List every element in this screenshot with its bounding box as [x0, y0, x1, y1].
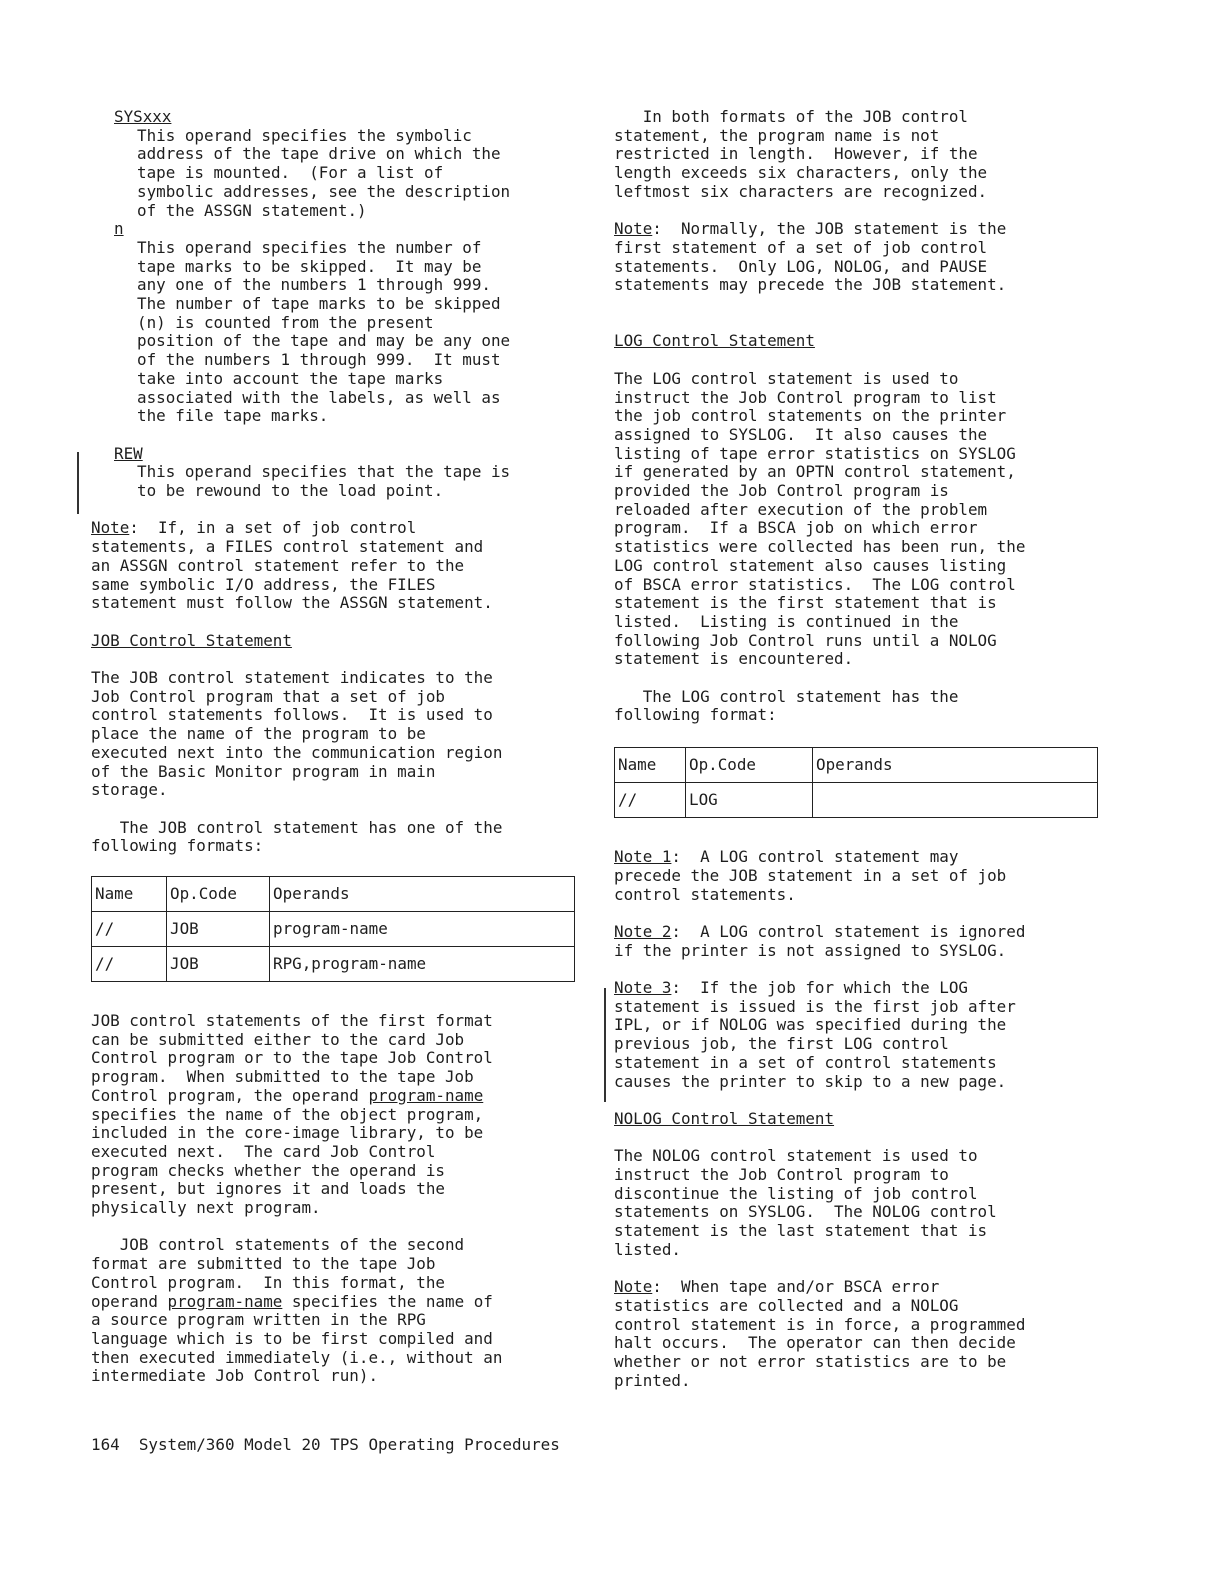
table-row — [92, 947, 575, 982]
text-line: control statements. — [614, 884, 796, 904]
text-line: following formats: — [91, 836, 264, 856]
table-header-cell: Name — [615, 748, 686, 783]
text-line: : A LOG control statement is ignored — [671, 921, 1026, 941]
text-line: same symbolic I/O address, the FILES — [91, 574, 436, 594]
text-line: program. If a BSCA job on which error — [614, 518, 978, 538]
text-line: In both formats of the JOB control — [614, 107, 968, 126]
text-line: printed. — [614, 1370, 691, 1390]
text-line: Control program. In this format, the — [91, 1272, 445, 1292]
note-2 — [614, 923, 1114, 960]
text-line: if the printer is not assigned to SYSLOG. — [614, 940, 1007, 960]
text-line: statements may precede the JOB statement. — [614, 275, 1007, 295]
text-line: JOB control statements of the second — [91, 1235, 465, 1255]
text-line: operand — [91, 1291, 168, 1311]
note-job-first — [614, 220, 1114, 295]
job-paragraph-4 — [91, 1236, 591, 1386]
change-bar — [604, 988, 606, 1102]
text-line: the file tape marks. — [137, 406, 329, 426]
note-1 — [614, 848, 1114, 904]
table-cell — [813, 783, 1098, 818]
text-line: address of the tape drive on which the — [137, 144, 501, 164]
text-line: listing of tape error statistics on SYSLOG — [614, 443, 1016, 463]
job-paragraph-3 — [91, 1012, 591, 1218]
text-line: whether or not error statistics are to be — [614, 1352, 1007, 1372]
log-paragraph-2 — [614, 688, 1114, 725]
log-format-table — [614, 747, 1098, 818]
note-halt — [614, 1278, 1114, 1390]
table-row — [92, 912, 575, 947]
text-line: symbolic addresses, see the description — [137, 181, 511, 201]
text-line: a source program written in the RPG — [91, 1310, 426, 1330]
left-column — [91, 108, 591, 1386]
operand-name-term: program-name — [368, 1085, 484, 1105]
text-line: (n) is counted from the present — [137, 312, 434, 332]
text-line: : A LOG control statement may — [671, 847, 959, 867]
text-line: to be rewound to the load point. — [137, 481, 444, 501]
text-line: statement is the first statement that is — [614, 593, 997, 613]
text-line: following format: — [614, 705, 777, 725]
text-line: statistics were collected has been run, the — [614, 537, 1026, 557]
job-paragraph-1 — [91, 669, 591, 800]
text-line: JOB control statements of the first format — [91, 1011, 493, 1031]
text-line: previous job, the first LOG control — [614, 1034, 949, 1054]
text-line: language which is to be first compiled and — [91, 1328, 493, 1348]
text-line: IPL, or if NOLOG was specified during the — [614, 1015, 1007, 1035]
text-line: causes the printer to skip to a new page. — [614, 1071, 1007, 1091]
section-heading-nolog: NOLOG Control Statement — [614, 1108, 835, 1128]
note-label: Note 2 — [614, 921, 672, 941]
text-line: reloaded after execution of the problem — [614, 499, 988, 519]
text-line: statements on SYSLOG. The NOLOG control — [614, 1202, 997, 1222]
text-line: Control program or to the tape Job Control — [91, 1048, 493, 1068]
text-line: provided the Job Control program is — [614, 481, 949, 501]
text-line: This operand specifies the symbolic — [137, 125, 472, 145]
text-line: Control program, the operand — [91, 1085, 369, 1105]
note-label: Note — [614, 1277, 653, 1297]
text-line: Job Control program that a set of job — [91, 686, 445, 706]
text-line: : Normally, the JOB statement is the — [652, 219, 1007, 239]
text-line: position of the tape and may be any one — [137, 331, 511, 351]
change-bar — [77, 452, 79, 514]
text-line: listed. Listing is continued in the — [614, 611, 959, 631]
text-line: The JOB control statement has one of the — [91, 817, 503, 837]
text-line: program. When submitted to the tape Job — [91, 1067, 474, 1087]
table-header-cell: Op.Code — [167, 877, 270, 912]
text-line: if generated by an OPTN control statement, — [614, 462, 1016, 482]
table-cell: JOB — [167, 947, 270, 982]
text-line: discontinue the listing of job control — [614, 1183, 978, 1203]
program-name-paragraph — [614, 108, 1114, 202]
text-line: : If, in a set of job control — [129, 518, 417, 538]
text-line: The number of tape marks to be skipped — [137, 294, 501, 314]
text-line: LOG control statement also causes listing — [614, 555, 1007, 575]
text-line: control statement is in force, a programmed — [614, 1314, 1026, 1334]
text-line: precede the JOB statement in a set of job — [614, 865, 1007, 885]
text-line: included in the core-image library, to be — [91, 1123, 484, 1143]
log-paragraph-1 — [614, 370, 1114, 669]
table-header-cell: Operands — [813, 748, 1098, 783]
text-line: specifies the name of the object program, — [91, 1104, 484, 1124]
text-line: listed. — [614, 1239, 681, 1259]
table-cell: // — [615, 783, 686, 818]
text-line: This operand specifies the number of — [137, 237, 482, 257]
text-line: The NOLOG control statement is used to — [614, 1146, 978, 1166]
text-line: can be submitted either to the card Job — [91, 1029, 465, 1049]
text-line: tape is mounted. (For a list of — [137, 163, 444, 183]
text-line: leftmost six characters are recognized. — [614, 181, 988, 201]
text-line: The LOG control statement has the — [614, 686, 959, 706]
text-line: of BSCA error statistics. The LOG control — [614, 574, 1016, 594]
note-files-assgn — [91, 519, 591, 613]
text-line: restricted in length. However, if the — [614, 144, 978, 164]
text-line: the job control statements on the printer — [614, 406, 1007, 426]
text-line: : If the job for which the LOG — [671, 978, 968, 998]
text-line: associated with the labels, as well as — [137, 387, 501, 407]
table-cell: // — [92, 947, 167, 982]
note-label: Note — [614, 219, 653, 239]
text-line: any one of the numbers 1 through 999. — [137, 275, 491, 295]
text-line: assigned to SYSLOG. It also causes the — [614, 424, 988, 444]
note-label: Note 1 — [614, 847, 672, 867]
text-line: of the Basic Monitor program in main — [91, 761, 436, 781]
job-format-table — [91, 876, 575, 982]
operand-desc-rew — [137, 463, 591, 500]
operand-term-sysxxx: SYSxxx — [114, 107, 172, 126]
operand-desc-sysxxx — [137, 127, 591, 221]
table-header-row — [615, 748, 1098, 783]
text-line: statements. Only LOG, NOLOG, and PAUSE — [614, 256, 988, 276]
text-line: executed next into the communication region — [91, 742, 503, 762]
text-line: an ASSGN control statement refer to the — [91, 555, 465, 575]
table-cell: RPG,program-name — [270, 947, 575, 982]
text-line: first statement of a set of job control — [614, 237, 988, 257]
table-cell: LOG — [686, 783, 813, 818]
table-header-cell: Op.Code — [686, 748, 813, 783]
operand-term-n: n — [114, 219, 124, 239]
text-line: following Job Control runs until a NOLOG — [614, 630, 997, 650]
text-line: statistics are collected and a NOLOG — [614, 1295, 959, 1315]
table-header-row — [92, 877, 575, 912]
page-footer: 164 System/360 Model 20 TPS Operating Procedures — [91, 1435, 560, 1454]
text-line: statement, the program name is not — [614, 125, 940, 145]
text-line: instruct the Job Control program to list — [614, 387, 997, 407]
text-line: The LOG control statement is used to — [614, 368, 959, 388]
text-line: This operand specifies that the tape is — [137, 462, 511, 482]
text-line: specifies the name of — [282, 1291, 493, 1311]
operand-term-rew: REW — [114, 443, 143, 463]
text-line: statement is issued is the first job after — [614, 996, 1016, 1016]
text-line: of the numbers 1 through 999. It must — [137, 350, 501, 370]
text-line: statement must follow the ASSGN statement. — [91, 593, 493, 613]
text-line: : When tape and/or BSCA error — [652, 1277, 940, 1297]
text-line: format are submitted to the tape Job — [91, 1254, 436, 1274]
text-line: instruct the Job Control program to — [614, 1165, 949, 1185]
right-column — [614, 108, 1114, 1390]
table-cell: // — [92, 912, 167, 947]
text-line: present, but ignores it and loads the — [91, 1179, 445, 1199]
note-label: Note — [91, 518, 130, 538]
table-cell: program-name — [270, 912, 575, 947]
table-header-cell: Operands — [270, 877, 575, 912]
nolog-paragraph — [614, 1147, 1114, 1259]
job-paragraph-2 — [91, 819, 591, 856]
text-line: statement is encountered. — [614, 649, 854, 669]
text-line: statements, a FILES control statement and — [91, 537, 484, 557]
text-line: control statements follows. It is used to — [91, 705, 493, 725]
text-line: physically next program. — [91, 1198, 321, 1218]
section-heading-log: LOG Control Statement — [614, 331, 815, 351]
table-row — [615, 783, 1098, 818]
table-cell: JOB — [167, 912, 270, 947]
operand-desc-n — [137, 239, 591, 426]
text-line: length exceeds six characters, only the — [614, 163, 988, 183]
note-label: Note 3 — [614, 978, 672, 998]
text-line: program checks whether the operand is — [91, 1160, 445, 1180]
table-header-cell: Name — [92, 877, 167, 912]
text-line: halt occurs. The operator can then decide — [614, 1333, 1016, 1353]
text-line: tape marks to be skipped. It may be — [137, 256, 482, 276]
text-line: statement is the last statement that is — [614, 1221, 988, 1241]
text-line: place the name of the program to be — [91, 724, 426, 744]
note-3 — [614, 979, 1114, 1091]
text-line: of the ASSGN statement.) — [137, 200, 367, 220]
text-line: The JOB control statement indicates to the — [91, 668, 493, 688]
section-heading-job: JOB Control Statement — [91, 630, 292, 650]
text-line: storage. — [91, 780, 168, 800]
text-line: take into account the tape marks — [137, 368, 444, 388]
text-line: executed next. The card Job Control — [91, 1141, 436, 1161]
text-line: intermediate Job Control run). — [91, 1366, 379, 1386]
operand-name-term: program-name — [167, 1291, 283, 1311]
text-line: statement in a set of control statements — [614, 1052, 997, 1072]
text-line: then executed immediately (i.e., without an — [91, 1347, 503, 1367]
